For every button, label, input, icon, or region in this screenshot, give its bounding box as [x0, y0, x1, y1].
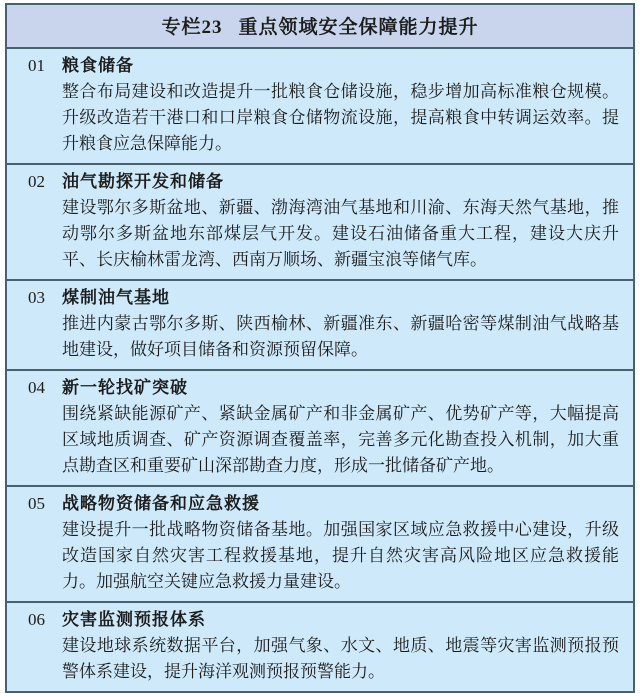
section-04	[7, 371, 633, 487]
section-06-number: 06	[28, 610, 45, 629]
section-04-number: 04	[28, 378, 45, 397]
section-06-body: 建设地球系统数据平台，加强气象、水文、地质、地震等灾害监测预报预警体系建设，提升海洋观测预报预警能力。	[62, 636, 619, 681]
box-title-bar	[7, 5, 633, 49]
section-05-number: 05	[28, 494, 45, 513]
section-02-body: 建设鄂尔多斯盆地、新疆、渤海湾油气基地和川渝、东海天然气基地，推动鄂尔多斯盆地东部煤层气开发。建设石油储备重大工程，建设大庆升平、长庆榆林雷龙湾、西南万顺场、新疆宝浪等储气库。	[62, 198, 619, 269]
section-06-heading-row	[7, 607, 619, 633]
column-box	[5, 3, 635, 693]
box-title-text: 重点领域安全保障能力提升	[238, 17, 479, 38]
section-06	[7, 603, 633, 691]
section-02-title: 油气勘探开发和储备	[62, 172, 224, 191]
section-04-body: 围绕紧缺能源矿产、紧缺金属矿产和非金属矿产、优势矿产等，大幅提高区域地质调查、矿产资源调查覆盖率，完善多元化勘查投入机制，加大重点勘查区和重要矿山深部勘查力度，形成一批储备矿产地。	[62, 404, 619, 475]
section-02	[7, 165, 633, 281]
box-sections	[7, 49, 633, 691]
section-01	[7, 49, 633, 165]
section-03-number: 03	[28, 288, 45, 307]
section-03	[7, 281, 633, 371]
section-05-body: 建设提升一批战略物资储备基地。加强国家区域应急救援中心建设，升级改造国家自然灾害工程救援基地，提升自然灾害高风险地区应急救援能力。加强航空关键应急救援力量建设。	[62, 520, 619, 591]
box-title-label: 专栏23	[161, 17, 223, 38]
section-01-heading-row	[7, 53, 619, 79]
section-05	[7, 487, 633, 603]
section-03-body: 推进内蒙古鄂尔多斯、陕西榆林、新疆准东、新疆哈密等煤制油气战略基地建设，做好项目储备和资源预留保障。	[62, 314, 619, 359]
section-05-heading-row	[7, 491, 619, 517]
section-04-title: 新一轮找矿突破	[62, 378, 188, 397]
section-02-heading-row	[7, 169, 619, 195]
section-01-body: 整合布局建设和改造提升一批粮食仓储设施，稳步增加高标准粮仓规模。升级改造若干港口和口岸粮食仓储物流设施，提高粮食中转调运效率。提升粮食应急保障能力。	[62, 82, 619, 153]
section-03-title: 煤制油气基地	[62, 288, 170, 307]
section-03-heading-row	[7, 285, 619, 311]
section-06-title: 灾害监测预报体系	[62, 610, 206, 629]
section-01-number: 01	[28, 56, 45, 75]
section-04-heading-row	[7, 375, 619, 401]
section-05-title: 战略物资储备和应急救援	[62, 494, 260, 513]
section-02-number: 02	[28, 172, 45, 191]
section-01-title: 粮食储备	[62, 56, 134, 75]
